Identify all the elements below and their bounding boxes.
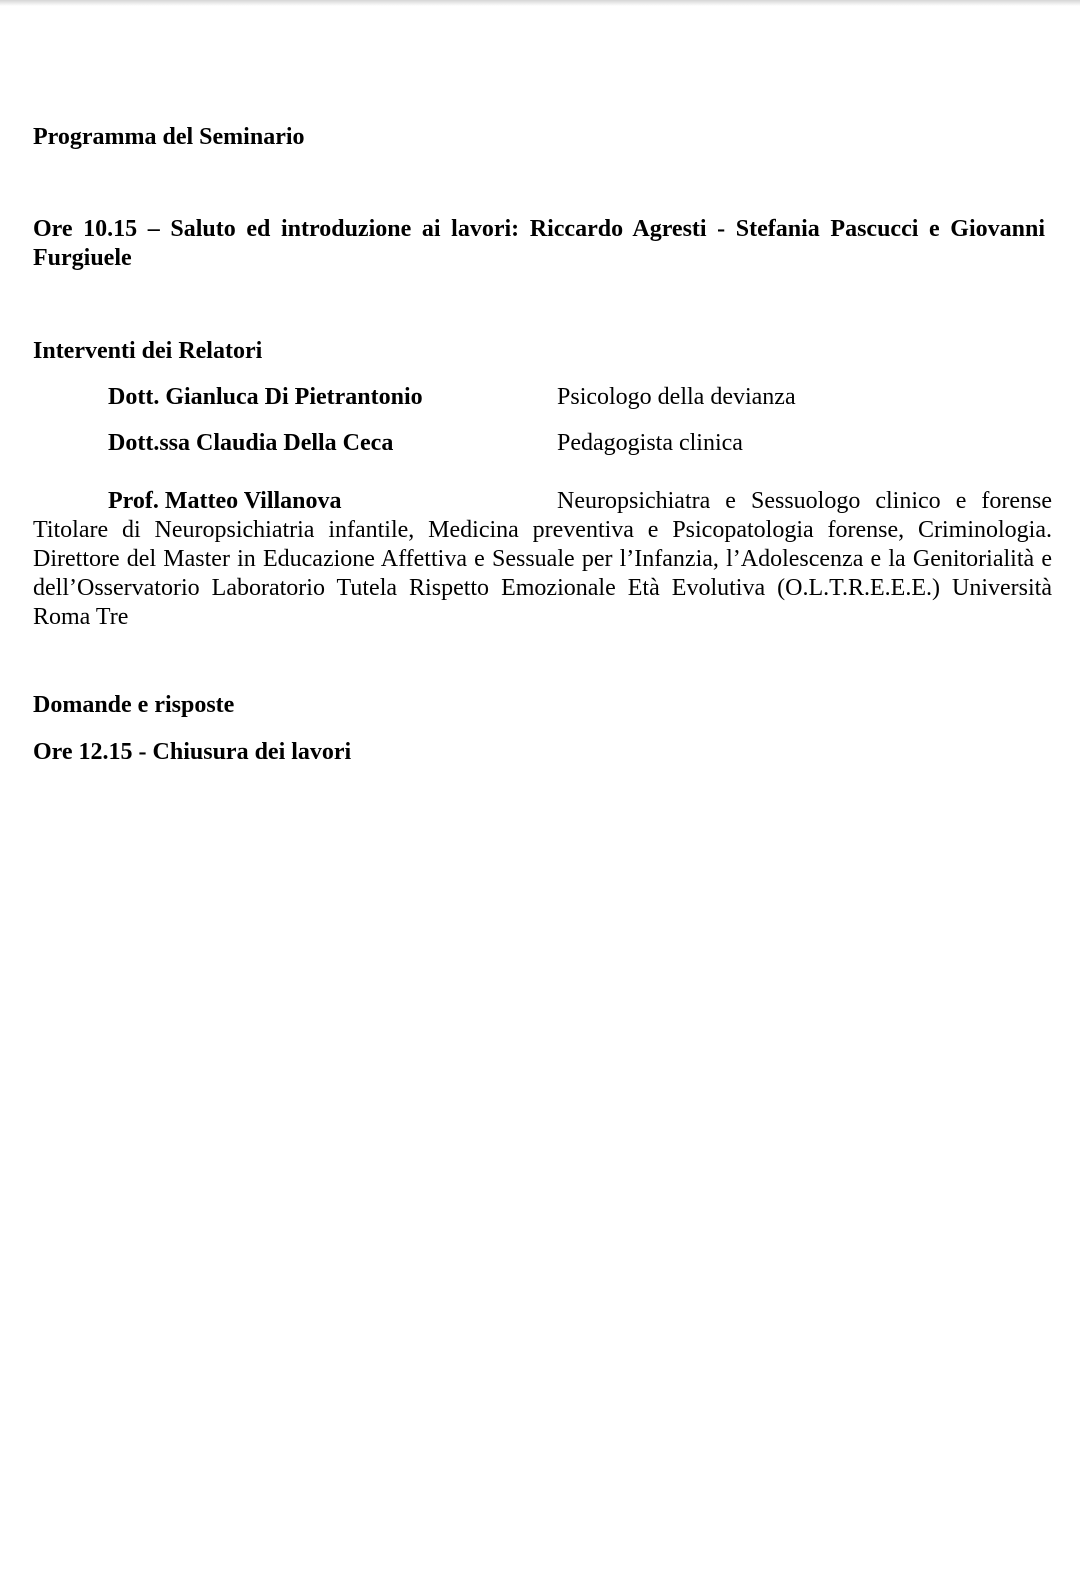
speakers-heading: Interventi dei Relatori	[33, 338, 263, 364]
main-speaker-name: Prof. Matteo Villanova	[108, 488, 342, 514]
speaker-name: Dott. Gianluca Di Pietrantonio	[108, 384, 423, 410]
speaker-role: Psicologo della devianza	[557, 384, 796, 410]
opening-line: Ore 10.15 – Saluto ed introduzione ai lavori: Riccardo Agresti - Stefania Pascucci e Giovanni Furgiuele	[33, 216, 1045, 271]
speaker-name: Dott.ssa Claudia Della Ceca	[108, 430, 394, 456]
main-speaker-description: Titolare di Neuropsichiatria infantile, Medicina preventiva e Psicopatologia forense, Criminologia. Direttore del Master in Educazione Affettiva e Sessuale per l’Infanzia, l’Adolescenza e la Genitorialità e dell’Osservatorio Laboratorio Tutela Rispetto Emozionale Età Evolutiva (O.L.T.R.E.E.E.) Università Roma Tre	[33, 517, 1052, 630]
main-speaker-role: Neuropsichiatra e Sessuologo clinico e forense	[557, 488, 1052, 514]
closing-line: Ore 12.15 - Chiusura dei lavori	[33, 739, 352, 765]
main-speaker-row	[108, 487, 1052, 516]
questions-heading: Domande e risposte	[33, 692, 235, 718]
program-title: Programma del Seminario	[33, 124, 305, 150]
speaker-role: Pedagogista clinica	[557, 430, 743, 456]
